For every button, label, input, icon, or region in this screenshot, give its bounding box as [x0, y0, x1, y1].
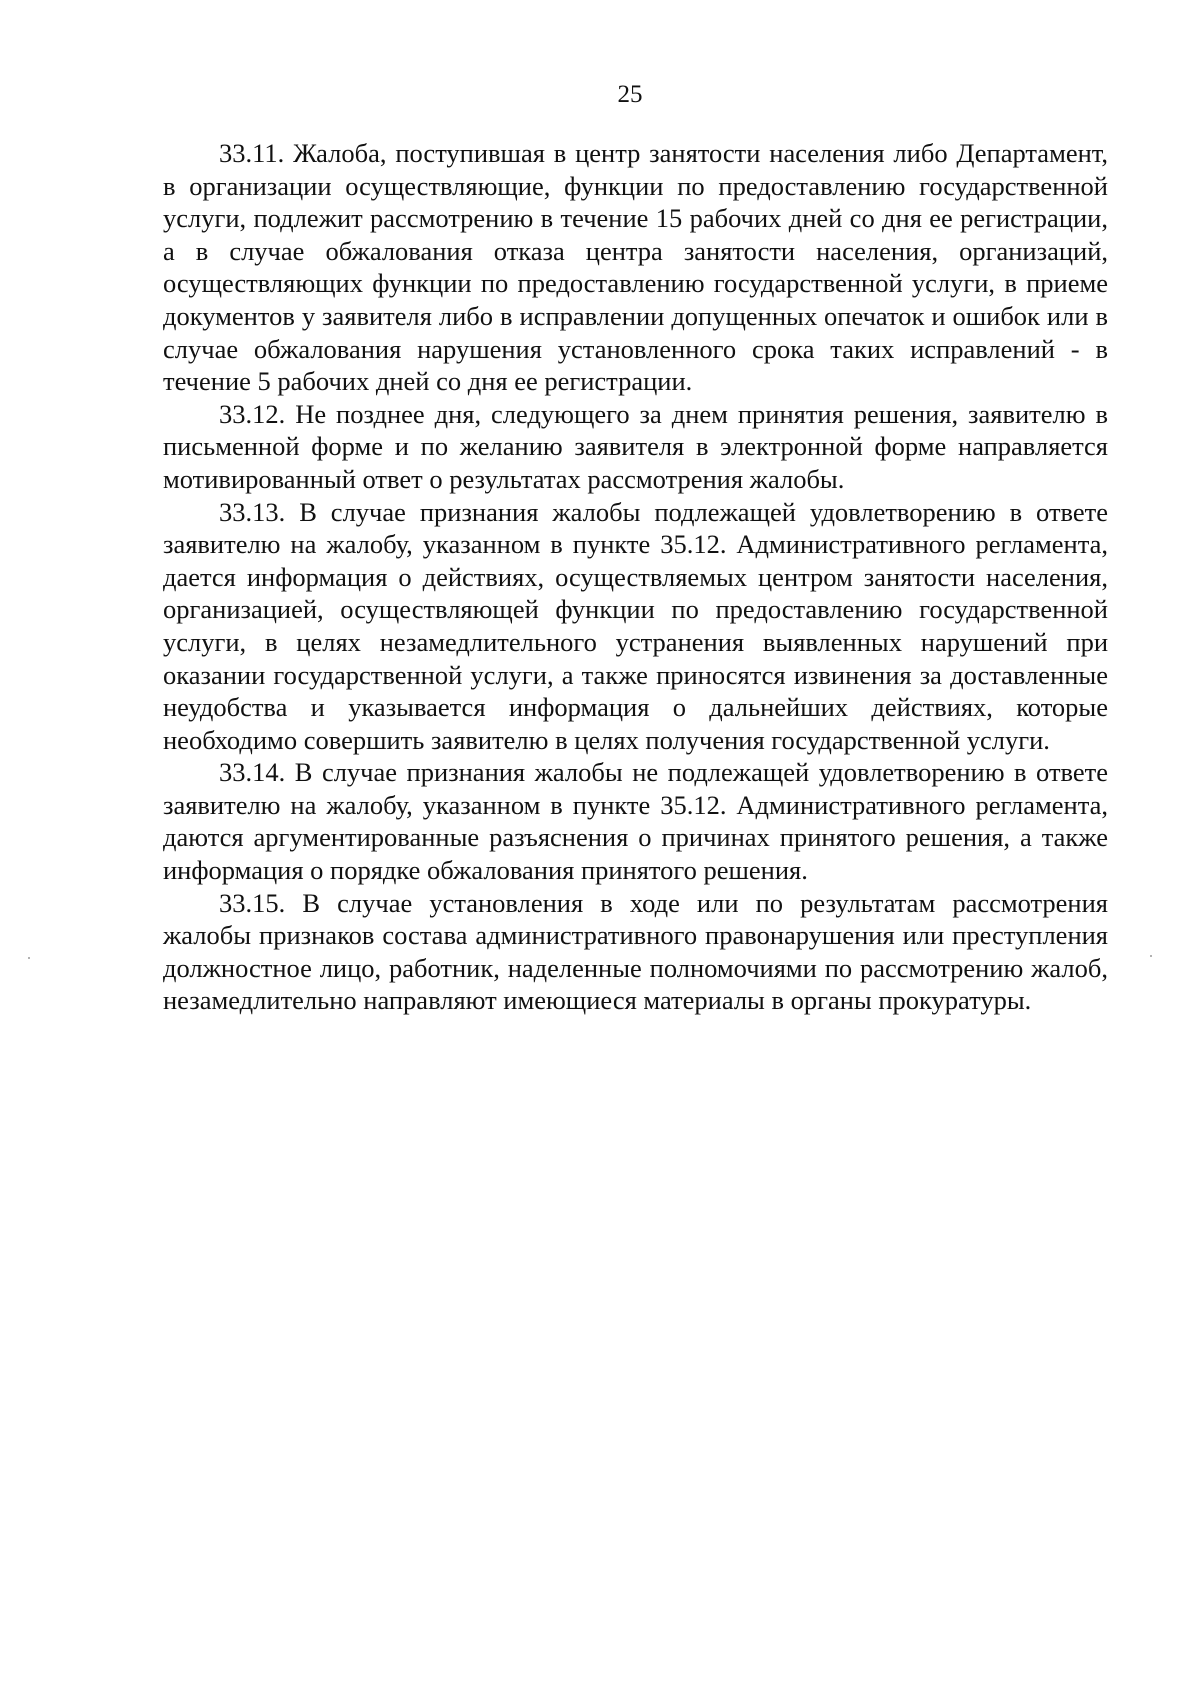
page-number: 25 [617, 81, 643, 108]
scan-speck [28, 957, 30, 959]
paragraph-33-13: 33.13. В случае признания жалобы подлежащей удовлетворению в ответе заявителю на жалобу, указанном в пункте 35.12. Административного регламента, дается информация о действиях, осуществляемых центром занятости населения, организацией, осуществляющей функции по предоставлению государственной услуги, в целях незамедлительного устранения выявленных нарушений при оказании государственной услуги, а также приносятся извинения за доставленные неудобства и указывается информация о дальнейших действиях, которые необходимо совершить заявителю в целях получения государственной услуги. [163, 496, 1108, 755]
paragraph-33-15: 33.15. В случае установления в ходе или по результатам рассмотрения жалобы признаков состава административного правонарушения или преступления должностное лицо, работник, наделенные полномочиями по рассмотрению жалоб, незамедлительно направляют имеющиеся материалы в органы прокуратуры. [163, 887, 1108, 1016]
paragraph-33-11: 33.11. Жалоба, поступившая в центр занятости населения либо Департамент, в организации осуществляющие, функции по предоставлению государственной услуги, подлежит рассмотрению в течение 15 рабочих дней со дня ее регистрации, а в случае обжалования отказа центра занятости населения, организаций, осуществляющих функции по предоставлению государственной услуги, в приеме документов у заявителя либо в исправлении допущенных опечаток и ошибок или в случае обжалования нарушения установленного срока таких исправлений - в течение 5 рабочих дней со дня ее регистрации. [163, 138, 1108, 397]
paragraph-33-12: 33.12. Не позднее дня, следующего за днем принятия решения, заявителю в письменной форме и по желанию заявителя в электронной форме направляется мотивированный ответ о результатах рассмотрения жалобы. [163, 398, 1108, 494]
paragraph-33-14: 33.14. В случае признания жалобы не подлежащей удовлетворению в ответе заявителю на жалобу, указанном в пункте 35.12. Административного регламента, даются аргументированные разъяснения о причинах принятого решения, а также информация о порядке обжалования принятого решения. [163, 757, 1108, 886]
scan-speck [1150, 955, 1152, 957]
document-body [163, 137, 1108, 1017]
